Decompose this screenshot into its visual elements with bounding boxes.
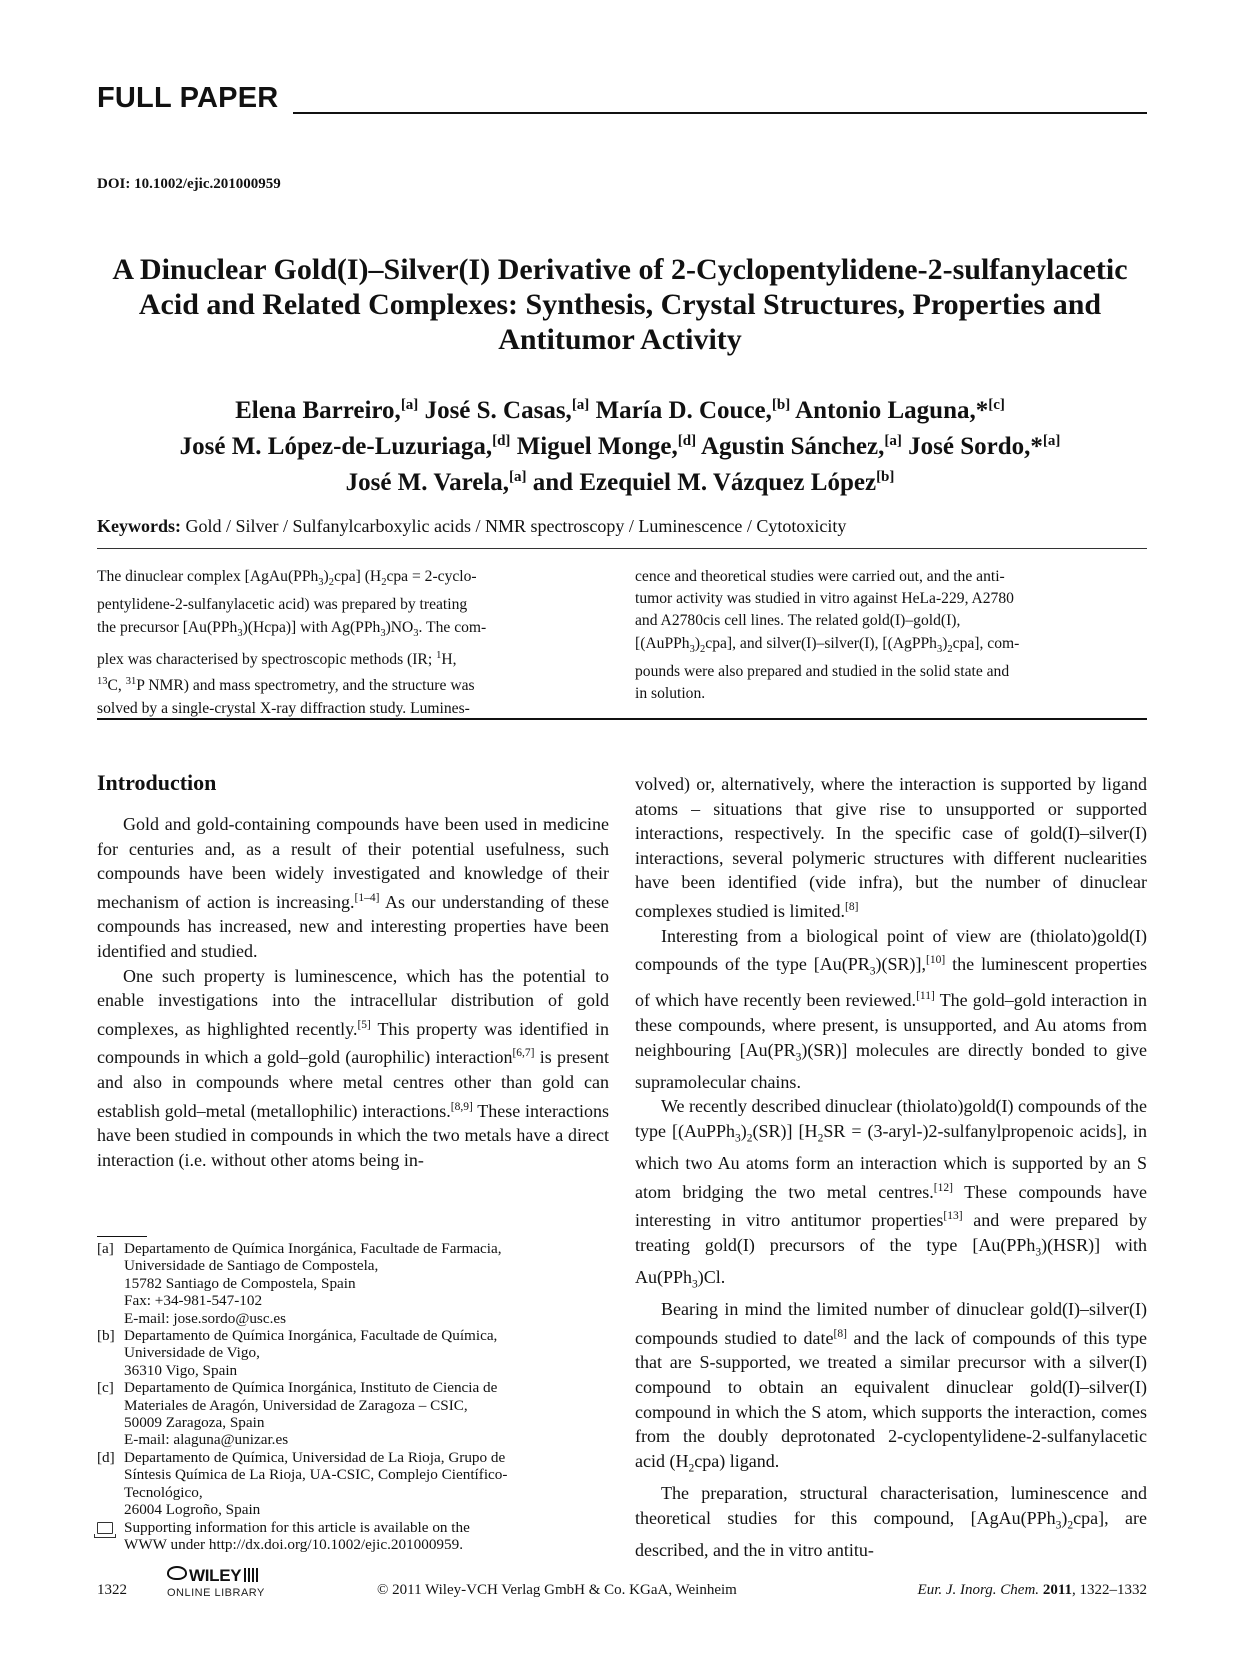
paragraph: Gold and gold-containing compounds have been used in medicine for centuries and, as a result of their potential usefulness, such compounds have been widely investigated and knowledge of their mechanism of action is increasing.[1–4] As our understanding of these compounds has increased, new and interesting properties have been identified and studied. [97, 814, 609, 961]
affiliation-mark: [a] [509, 469, 527, 485]
page-number: 1322 [97, 1582, 127, 1598]
author-line [70, 390, 1170, 426]
section-heading-introduction: Introduction [97, 770, 217, 795]
wiley-bars-icon [244, 1568, 258, 1582]
keywords-label: Keywords: [97, 516, 181, 536]
section-label: FULL PAPER [97, 82, 279, 114]
abstract-line: tumor activity was studied in vitro against HeLa-229, A2780 [635, 590, 1014, 608]
abstract-line: pounds were also prepared and studied in the solid state and [635, 662, 1010, 680]
wiley-logo: WILEY ONLINE LIBRARY [167, 1566, 265, 1599]
copyright-notice: © 2011 Wiley-VCH Verlag GmbH & Co. KGaA, Weinheim [377, 1582, 737, 1598]
citation: [6,7] [512, 1047, 535, 1060]
author-name: José M. Varela, [345, 469, 510, 496]
affiliation-mark: [a] [571, 397, 590, 413]
abstract-line: cence and theoretical studies were carried out, and the anti- [635, 568, 1005, 585]
abstract-line: plex was characterised by spectroscopic methods (IR; $^1$H, [97, 649, 457, 669]
author-name: José M. López-de-Luzuriaga, [179, 433, 493, 460]
body-left-column [97, 812, 609, 1172]
abstract-line: and A2780cis cell lines. The related gold(I)–gold(I), [635, 612, 961, 630]
author-line [70, 426, 1170, 462]
paragraph: One such property is luminescence, which has the potential to enable investigations into the intracellular distribution of gold complexes, as highlighted recently.[5] This property was identified in compounds in which a gold–gold (aurophilic) interaction[6,7] is present and also in compounds where metal centres other than gold can establish gold–metal (metallophilic) interactions.[8,9] These interactions have been studied in compounds in which the two metals have a direct interaction (i.e. without other atoms being in- [97, 965, 609, 1170]
keywords-rule [97, 548, 1147, 549]
header-rule [293, 112, 1147, 114]
citation: [8,9] [450, 1100, 473, 1113]
author-line [70, 462, 1170, 498]
abstract-right-column [635, 566, 1147, 705]
affiliation-mark: [b] [876, 469, 895, 485]
footnote-affiliation-b: [b] Departamento de Química Inorgánica, Facultade de Química, Universidade de Vigo, 36310 Vigo, Spain [97, 1327, 498, 1379]
page-footer [97, 1566, 1147, 1606]
abstract-line: in solution. [635, 685, 706, 703]
journal-citation: Eur. J. Inorg. Chem. 2011, 1322–1332 [917, 1582, 1147, 1598]
author-name: María D. Couce, [595, 397, 772, 424]
author-name: Agustin Sánchez, [701, 433, 885, 460]
email-link[interactable]: E-mail: alaguna@unizar.es [124, 1431, 289, 1449]
author-name: José Sordo,* [908, 433, 1043, 460]
paper-title [70, 252, 1170, 357]
title-line: Antitumor Activity [498, 323, 742, 356]
citation: [10] [926, 954, 946, 967]
citation: [12] [933, 1181, 953, 1194]
abstract-line: the precursor [Au(PPh$_3$)(Hcpa)] with $Ag(PPh_3)NO_3$. The com- [97, 618, 487, 639]
affiliation-mark: [b] [771, 397, 791, 413]
keywords-text: Gold / Silver / Sulfanylcarboxylic acids / NMR spectroscopy / Luminescence / Cytotoxicity [185, 516, 847, 536]
email-link[interactable]: E-mail: jose.sordo@usc.es [124, 1309, 287, 1327]
footnote-rule [97, 1236, 147, 1237]
footnote-affiliation-c: [c] Departamento de Química Inorgánica, Instituto de Ciencia de Materiales de Aragón, Universidad de Zaragoza – CSIC, 50009 Zaragoza, Spain E-mail: alaguna@unizar.es [97, 1379, 609, 1449]
author-name: Elena Barreiro, [235, 397, 401, 424]
footnote-affiliation-a: [a] Departamento de Química Inorgánica, Facultade de Farmacia, Universidade de Santiago de Compostela, 15782 Santiago de Compostela, Spain Fax: +34-981-547-102 E-mail: jose.sordo@usc.es [97, 1240, 609, 1327]
abstract-rule [97, 718, 1147, 720]
paragraph: volved) or, alternatively, where the interaction is supported by ligand atoms – situations that give rise to unsupported or supported interactions, respectively. In the specific case of gold(I)–silver(I) interactions, several polymeric structures with different nuclearities have been identified (vide infra), but the number of dinuclear complexes studied is limited.[8] [635, 774, 1147, 921]
abstract-line: $^{13}$C, $^{31}$P NMR) and mass spectrometry, and the structure was [97, 676, 475, 695]
doi: DOI: 10.1002/ejic.201000959 [97, 176, 281, 192]
supporting-information-note: Supporting information for this article is available on the WWW under http://dx.doi.org/10.1002/ejic.201000959. [97, 1519, 609, 1554]
affiliation-mark: [c] [988, 397, 1005, 413]
author-name: and Ezequiel M. Vázquez López [532, 469, 877, 496]
paragraph: We recently described dinuclear (thiolato)gold(I) compounds of the type $[(AuPPh_3)_2(SR)] [H_2SR$ = (3-aryl-)2-sulfanylpropenoic acids], in which two Au atoms form an interaction which is supported by an S atom bridging the two metal centres.[12] These compounds have interesting in vitro antitumor properties[13] and were prepared by treating gold(I) precursors of the type [Au(PPh$_3$)(HSR)] with Au(PPh$_3$)Cl. [635, 1096, 1147, 1291]
citation: [8] [844, 900, 859, 913]
supporting-info-link[interactable]: WWW under http://dx.doi.org/10.1002/ejic.201000959. [124, 1535, 464, 1553]
citation: [8] [833, 1327, 847, 1340]
affiliation-mark: [a] [400, 397, 419, 413]
keywords [97, 516, 846, 537]
wiley-eye-icon [167, 1566, 187, 1580]
citation: [13] [943, 1210, 963, 1223]
title-line: Acid and Related Complexes: Synthesis, Crystal Structures, Properties and [138, 288, 1102, 321]
abstract-line: The dinuclear complex $[AgAu(PPh_3)_2cpa] (H_2cpa$ = 2-cyclo- [97, 568, 477, 589]
paragraph: Interesting from a biological point of view are (thiolato)gold(I) compounds of the type $[Au(PR_3)(SR)],[10]$ the luminescent properties of which have recently been reviewed.[11] The gold–gold interaction in these compounds, where present, is unsupported, and Au atoms from neighbouring $[Au(PR_3)(SR)]$ molecules are directly bonded to give supramolecular chains. [635, 925, 1147, 1092]
title-line: A Dinuclear Gold(I)–Silver(I) Derivative of 2-Cyclopentylidene-2-sulfanylacetic [112, 253, 1128, 286]
footnotes [97, 1240, 609, 1553]
abstract-line: $[(AuPPh_3)_2cpa]$, and silver(I)–silver(I), $[(AgPPh_3)_2cpa]$, com- [635, 634, 1020, 655]
affiliation-mark: [a] [884, 433, 902, 449]
author-list [70, 390, 1170, 498]
author-name: Antonio Laguna,* [795, 397, 989, 424]
body-right-column [635, 772, 1147, 1562]
computer-icon [97, 1522, 113, 1534]
author-name: José S. Casas, [424, 397, 572, 424]
citation: [5] [357, 1018, 371, 1031]
affiliation-mark: [d] [492, 433, 511, 449]
paragraph: Bearing in mind the limited number of dinuclear gold(I)–silver(I) compounds studied to date[8] and the lack of compounds of this type that are S-supported, we treated a similar precursor with a silver(I) compound to obtain an equivalent dinuclear gold(I)–silver(I) compound in which the S atom, which supports the interaction, comes from the doubly deprotonated 2-cyclopentylidene-2-sulfanylacetic acid $(H_2cpa)$ ligand. [635, 1299, 1147, 1475]
affiliation-mark: [d] [677, 433, 697, 449]
affiliation-mark: [a] [1042, 433, 1061, 449]
page-header [97, 82, 1147, 116]
abstract-line: solved by a single-crystal X-ray diffraction study. Lumines- [97, 699, 470, 717]
paragraph: The preparation, structural characterisation, luminescence and theoretical studies for this compound, $[AgAu(PPh_3)_2cpa]$, are described, and the in vitro antitu- [635, 1483, 1148, 1560]
abstract-left-column [97, 566, 609, 720]
citation: [1–4] [354, 891, 380, 904]
footnote-affiliation-d: [d] Departamento de Química, Universidad de La Rioja, Grupo de Síntesis Química de La Rioja, UA-CSIC, Complejo Científico- Tecnológico, 26004 Logroño, Spain [97, 1448, 508, 1519]
author-name: Miguel Monge, [516, 433, 678, 460]
abstract-line: pentylidene-2-sulfanylacetic acid) was prepared by treating [97, 596, 468, 614]
citation: [11] [916, 990, 935, 1003]
